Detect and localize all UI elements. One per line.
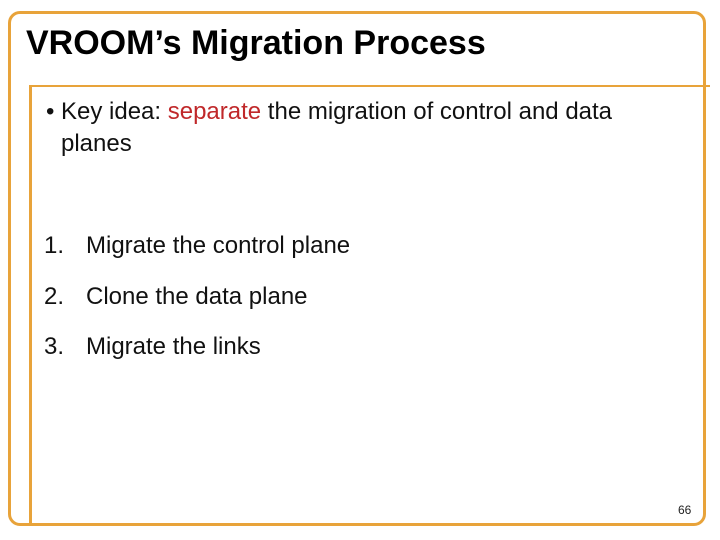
title-divider xyxy=(29,85,710,87)
bullet-marker: • xyxy=(46,98,55,125)
step-text: Clone the data plane xyxy=(86,283,308,310)
step-text: Migrate the control plane xyxy=(86,232,351,259)
step-item-2 xyxy=(44,282,308,312)
slide-title: VROOM’s Migration Process xyxy=(26,24,486,62)
bullet-highlight: separate xyxy=(167,98,262,125)
step-item-1 xyxy=(44,231,350,261)
key-idea-bullet xyxy=(46,96,666,160)
step-number: 3. xyxy=(44,333,65,360)
slide-frame xyxy=(8,11,706,526)
step-item-3 xyxy=(44,332,261,362)
page-number: 66 xyxy=(678,503,692,517)
bullet-prefix: Key idea: xyxy=(61,98,168,125)
step-text: Migrate the links xyxy=(86,333,261,360)
left-divider xyxy=(29,85,32,526)
bullet-text xyxy=(46,96,666,160)
bullet-suffix: the migration of control and data planes xyxy=(61,98,613,157)
step-number: 2. xyxy=(44,283,65,310)
step-number: 1. xyxy=(44,232,65,259)
